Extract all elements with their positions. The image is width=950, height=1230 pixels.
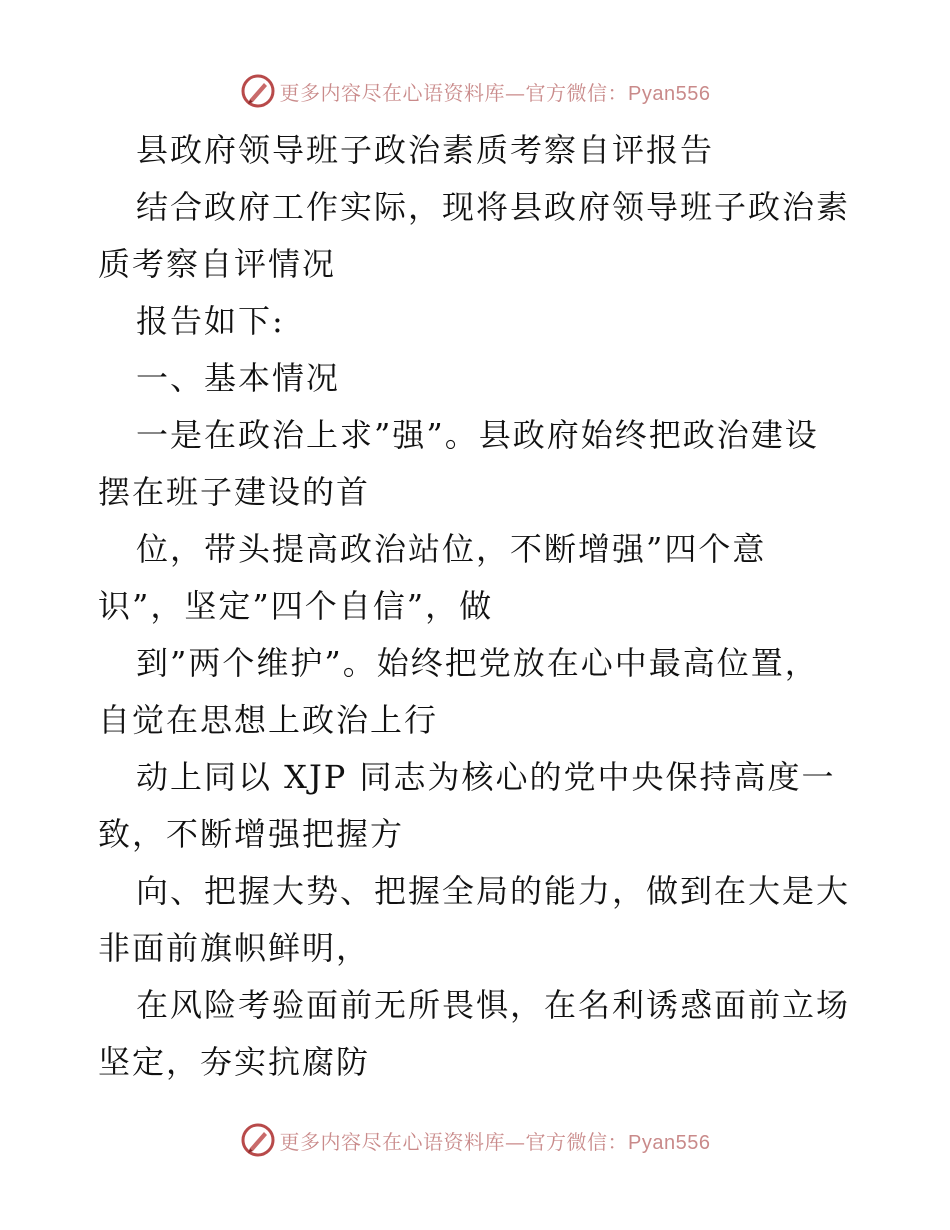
paragraph-line: 非面前旗帜鲜明， <box>98 929 371 967</box>
paragraph-line: 自觉在思想上政治上行 <box>98 701 439 739</box>
watermark-text: 更多内容尽在心语资料库—官方微信：Pyan556 <box>279 1129 711 1154</box>
footer-watermark <box>0 1120 950 1160</box>
header-watermark <box>0 71 950 111</box>
paragraph-line: 县政府领导班子政治素质考察自评报告 <box>136 131 715 169</box>
watermark-id: Pyan556 <box>628 82 711 105</box>
paragraph-line: 一、基本情况 <box>136 359 341 397</box>
paragraph-line: 位，带头提高政治站位，不断增强”四个意 <box>136 530 767 568</box>
paragraph-line: 报告如下: <box>136 302 285 340</box>
pen-circle-icon <box>240 73 276 109</box>
document-body <box>98 122 858 1091</box>
paragraph-line: 动上同以 XJP 同志为核心的党中央保持高度一 <box>136 758 836 796</box>
pen-circle-icon <box>240 1122 276 1158</box>
watermark-id: Pyan556 <box>628 1131 711 1154</box>
paragraph-line: 结合政府工作实际，现将县政府领导班子政治素 <box>136 188 851 226</box>
paragraph-line: 在风险考验面前无所畏惧，在名利诱惑面前立场 <box>136 986 851 1024</box>
paragraph-line: 一是在政治上求”强”。县政府始终把政治建设 <box>136 416 819 454</box>
paragraph-line: 质考察自评情况 <box>98 245 337 283</box>
paragraph-line: 摆在班子建设的首 <box>98 473 371 511</box>
paragraph-line: 致，不断增强把握方 <box>98 815 405 853</box>
paragraph-line: 坚定，夯实抗腐防 <box>98 1043 371 1081</box>
watermark-text: 更多内容尽在心语资料库—官方微信：Pyan556 <box>279 80 711 105</box>
paragraph-line: 向、把握大势、把握全局的能力，做到在大是大 <box>136 872 851 910</box>
paragraph-line: 识”，坚定”四个自信”，做 <box>98 587 494 625</box>
paragraph-line: 到”两个维护”。始终把党放在心中最高位置， <box>136 644 819 682</box>
